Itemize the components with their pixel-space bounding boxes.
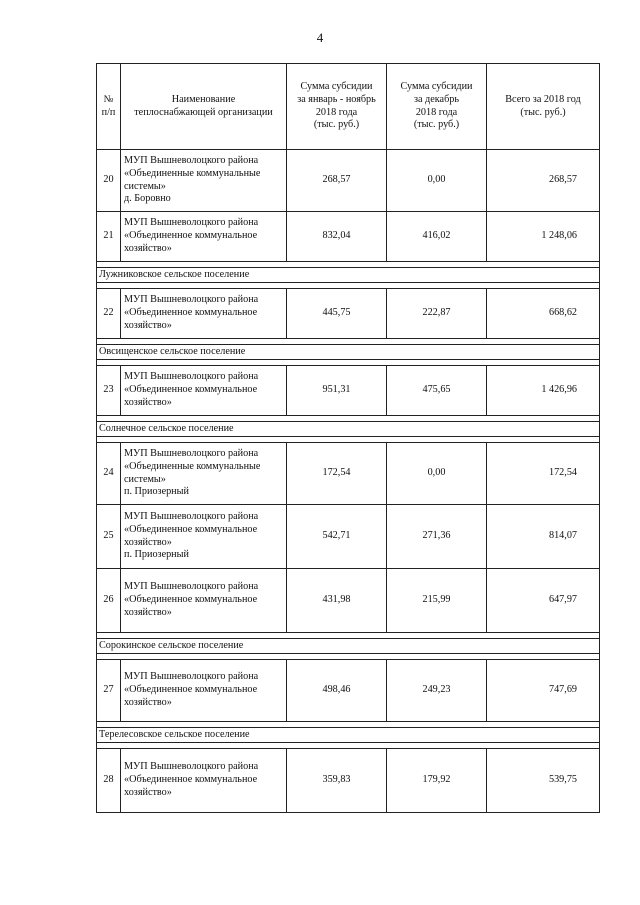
sum-dec: 416,02 [387, 212, 487, 262]
subsidy-table [96, 63, 600, 813]
total-2018: 268,57 [487, 150, 600, 212]
organization-name: МУП Вышневолоцкого района «Объединенное коммунальное хозяйство» [121, 569, 287, 633]
total-2018: 747,69 [487, 660, 600, 722]
organization-name: МУП Вышневолоцкого района «Объединенное коммунальное хозяйство» [121, 366, 287, 416]
header-number: № п/п [97, 64, 121, 150]
organization-name: МУП Вышневолоцкого района «Объединенное коммунальное хозяйство» п. Приозерный [121, 505, 287, 569]
row-number: 26 [97, 569, 121, 633]
page-number: 4 [316, 30, 324, 45]
row-number: 27 [97, 660, 121, 722]
section-row [97, 639, 600, 654]
sum-dec: 215,99 [387, 569, 487, 633]
sum-jan-nov: 359,83 [287, 749, 387, 813]
section-row [97, 422, 600, 437]
sum-dec: 179,92 [387, 749, 487, 813]
table-row [97, 505, 600, 569]
row-number: 25 [97, 505, 121, 569]
organization-name: МУП Вышневолоцкого района «Объединенное коммунальное хозяйство» [121, 749, 287, 813]
row-number: 28 [97, 749, 121, 813]
section-label: Солнечное сельское поселение [97, 422, 600, 437]
row-number: 20 [97, 150, 121, 212]
sum-jan-nov: 431,98 [287, 569, 387, 633]
sum-dec: 249,23 [387, 660, 487, 722]
sum-jan-nov: 542,71 [287, 505, 387, 569]
organization-name: МУП Вышневолоцкого района «Объединенное коммунальное хозяйство» [121, 212, 287, 262]
total-2018: 814,07 [487, 505, 600, 569]
total-2018: 539,75 [487, 749, 600, 813]
header-sum-dec: Сумма субсидии за декабрь 2018 года (тыс. руб.) [387, 64, 487, 150]
section-label: Лужниковское сельское поселение [97, 268, 600, 283]
header-total-2018: Всего за 2018 год (тыс. руб.) [487, 64, 600, 150]
organization-name: МУП Вышневолоцкого района «Объединенное коммунальное хозяйство» [121, 660, 287, 722]
sum-jan-nov: 832,04 [287, 212, 387, 262]
sum-dec: 0,00 [387, 443, 487, 505]
organization-name: МУП Вышневолоцкого района «Объединенные коммунальные системы» п. Приозерный [121, 443, 287, 505]
row-number: 23 [97, 366, 121, 416]
total-2018: 668,62 [487, 289, 600, 339]
section-row [97, 728, 600, 743]
table-row [97, 366, 600, 416]
row-number: 21 [97, 212, 121, 262]
table-row [97, 443, 600, 505]
header-organization-name: Наименование теплоснабжающей организации [121, 64, 287, 150]
sum-dec: 222,87 [387, 289, 487, 339]
row-number: 22 [97, 289, 121, 339]
total-2018: 647,97 [487, 569, 600, 633]
table-row [97, 569, 600, 633]
section-label: Овсищенское сельское поселение [97, 345, 600, 360]
sum-jan-nov: 951,31 [287, 366, 387, 416]
sum-jan-nov: 445,75 [287, 289, 387, 339]
table-row [97, 212, 600, 262]
total-2018: 1 426,96 [487, 366, 600, 416]
table-row [97, 289, 600, 339]
sum-jan-nov: 172,54 [287, 443, 387, 505]
sum-dec: 475,65 [387, 366, 487, 416]
organization-name: МУП Вышневолоцкого района «Объединенное коммунальное хозяйство» [121, 289, 287, 339]
total-2018: 1 248,06 [487, 212, 600, 262]
total-2018: 172,54 [487, 443, 600, 505]
table-row [97, 749, 600, 813]
sum-dec: 0,00 [387, 150, 487, 212]
organization-name: МУП Вышневолоцкого района «Объединенные коммунальные системы» д. Боровно [121, 150, 287, 212]
section-row [97, 268, 600, 283]
table-row [97, 660, 600, 722]
table-header-row [97, 64, 600, 150]
sum-dec: 271,36 [387, 505, 487, 569]
table-row [97, 150, 600, 212]
header-sum-jan-nov: Сумма субсидии за январь - ноябрь 2018 года (тыс. руб.) [287, 64, 387, 150]
row-number: 24 [97, 443, 121, 505]
section-row [97, 345, 600, 360]
section-label: Терелесовское сельское поселение [97, 728, 600, 743]
sum-jan-nov: 268,57 [287, 150, 387, 212]
sum-jan-nov: 498,46 [287, 660, 387, 722]
section-label: Сорокинское сельское поселение [97, 639, 600, 654]
